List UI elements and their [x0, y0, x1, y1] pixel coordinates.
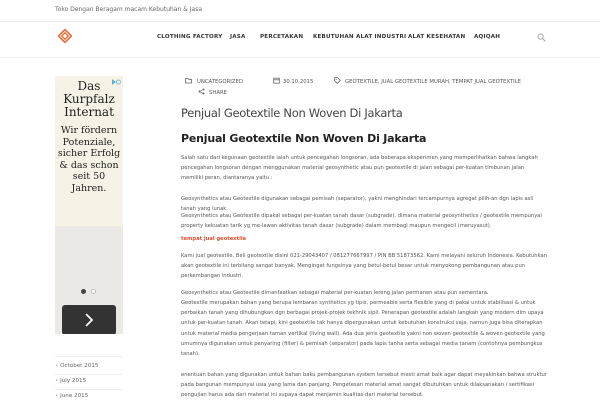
top-bar: [0, 0, 600, 22]
nav-item-clothing-factory[interactable]: CLOTHING FACTORY: [157, 34, 223, 40]
post-paragraph: Geotextile merupakan bahan yang berupa lembaran synthetics yg tipis, permeable serta flexible yang di pakai untuk stabilisasi & untuk perbaikan tanah yang dihubungkan dgn berbagai projek-projek tekhnik sipil. Penerapan geotextile adalah langkah yang modern dlm upaya untuk per-kuatan tanah. Akan tetapi, kini geotextile tak hanya dipergunakan untuk kebutuhan konstruksi saja, namun juga bisa diterapkan untuk material media pengerjaan taman vertikal (living wall). Ada dua jenis geotextile yakni non woven geotextile & woven geotextile yang umumnya digunakan untuk penyaring (filter) & pemisah (separator) pada lapis tanha serta sebagai media tanam (contohnya pembungkus tanah).: [181, 300, 545, 358]
nav-item-alat-kesehatan[interactable]: ALAT KESEHATAN: [408, 34, 466, 40]
nav-item-kebutuhan-alat-industri[interactable]: KEBUTUHAN ALAT INDUSTRI: [313, 34, 407, 40]
post-paragraph: Salah satu dari kegunaan geotextile ialah untuk pencegahan longsoran, ada beberapa eksperimen yang memperlihatkan bahwa langkah pencegahan longsoran dengan menggunakan material geosynthetic atau pun geotextile di jalan sebagai per-kuatan timbunan jalan memiliki peran, diantaranya yaitu :: [181, 155, 538, 182]
calendar-icon: [273, 77, 280, 84]
ad-body[interactable]: Wir fördern Potenziale, sicher Erfolg & das schon seit 50 Jahren.: [57, 125, 121, 194]
archive-item[interactable]: • October 2015: [55, 363, 99, 369]
bullet-icon: •: [55, 363, 59, 369]
post-category-link[interactable]: UNCATEGORIZED: [197, 79, 243, 85]
share-button[interactable]: SHARE: [209, 90, 227, 96]
site-header: [0, 22, 600, 58]
post-paragraph: Kami jual geotextile, Beli geotextile disini 021-29043407 / 081277667997 / PIN BB 51873562. Kami melayani seluruh Indonesia. Kebutuhkan akan geotextile ini terbilang sangat banyak. Mengingat fungsinya yang betul-betul besar untuk menyokong pembangunan atau pun perkembangan industri.: [181, 253, 547, 280]
nav-item-aqiqah[interactable]: AQIQAH: [474, 34, 501, 40]
post-paragraph: enentuan bahan yang digunakan untuk bahan baku pembangunan system tersebut mesti amat baik agar dapat meyakinkan bahwa struktur pada bangunan mempunyai usia yang lama dan panjang. Pengetesan material amat sangat dibutuhkan untuk dilaksanakan / sertifikasi pengujian harus ada dari material ini supaya dapat menjamin kualitas dari material tersebut.: [181, 372, 547, 399]
ad-dot[interactable]: [91, 289, 96, 294]
post-date: 30.10.2015: [283, 79, 314, 85]
post-paragraph: Geosynthetics atau Geotextile dipakai sebagai per-kuatan tanah dasar (subgrade), dimana material geosynthetics / geotextile mempunyai property kekuatan tarik yg me-lawan aktivitas tanah dasar (subgrade) dalam membagi maupun mengecil (meruyasut).: [181, 213, 542, 230]
archive-item[interactable]: • June 2015: [55, 393, 89, 399]
archive-divider: [55, 389, 123, 390]
sidebar-advertisement[interactable]: [55, 76, 123, 334]
ad-next-button[interactable]: [62, 305, 116, 334]
archive-divider: [55, 356, 123, 357]
archive-divider: [55, 374, 123, 375]
share-icon[interactable]: [198, 88, 205, 95]
diamond-logo-icon[interactable]: [58, 29, 72, 43]
folder-icon: [185, 77, 192, 84]
ad-headline[interactable]: Das Kurpfalz Internat: [63, 79, 115, 119]
archive-item[interactable]: • July 2015: [55, 378, 87, 384]
nav-item-percetakan[interactable]: PERCETAKAN: [260, 34, 304, 40]
tag-icon: [334, 77, 341, 84]
post-tags[interactable]: GEOTEXTILE, JUAL GEOTEXTILE MURAH, TEMPAT JUAL GEOTEXTILE: [345, 79, 521, 85]
ad-dot-active[interactable]: [81, 289, 86, 294]
bullet-icon: •: [55, 393, 59, 399]
chevron-right-icon: [84, 313, 94, 327]
bullet-icon: •: [55, 378, 59, 384]
search-icon[interactable]: [537, 33, 546, 42]
post-paragraph: Geosynthetics atau Geotextile dimanfaatkan sebagai material per-kuatan lereng jalan permanen atau pun sementara.: [181, 290, 489, 296]
site-tagline: Toko Dengan Beragam macam Kebutuhan & Jasa: [55, 6, 203, 13]
post-heading: Penjual Geotextile Non Woven Di Jakarta: [181, 132, 427, 145]
tempat-jual-link[interactable]: tempat jual geotextile: [181, 236, 247, 242]
nav-item-jasa[interactable]: JASA: [230, 34, 246, 40]
post-title[interactable]: Penjual Geotextile Non Woven Di Jakarta: [181, 106, 403, 120]
post-paragraph: Geosynthetics atau Geotextile digunakan sebagai pemisah (separator), yakni menghindari tercampurnya agregat pilih-an dgn lapis asli tanah yang lunak.: [181, 196, 534, 213]
